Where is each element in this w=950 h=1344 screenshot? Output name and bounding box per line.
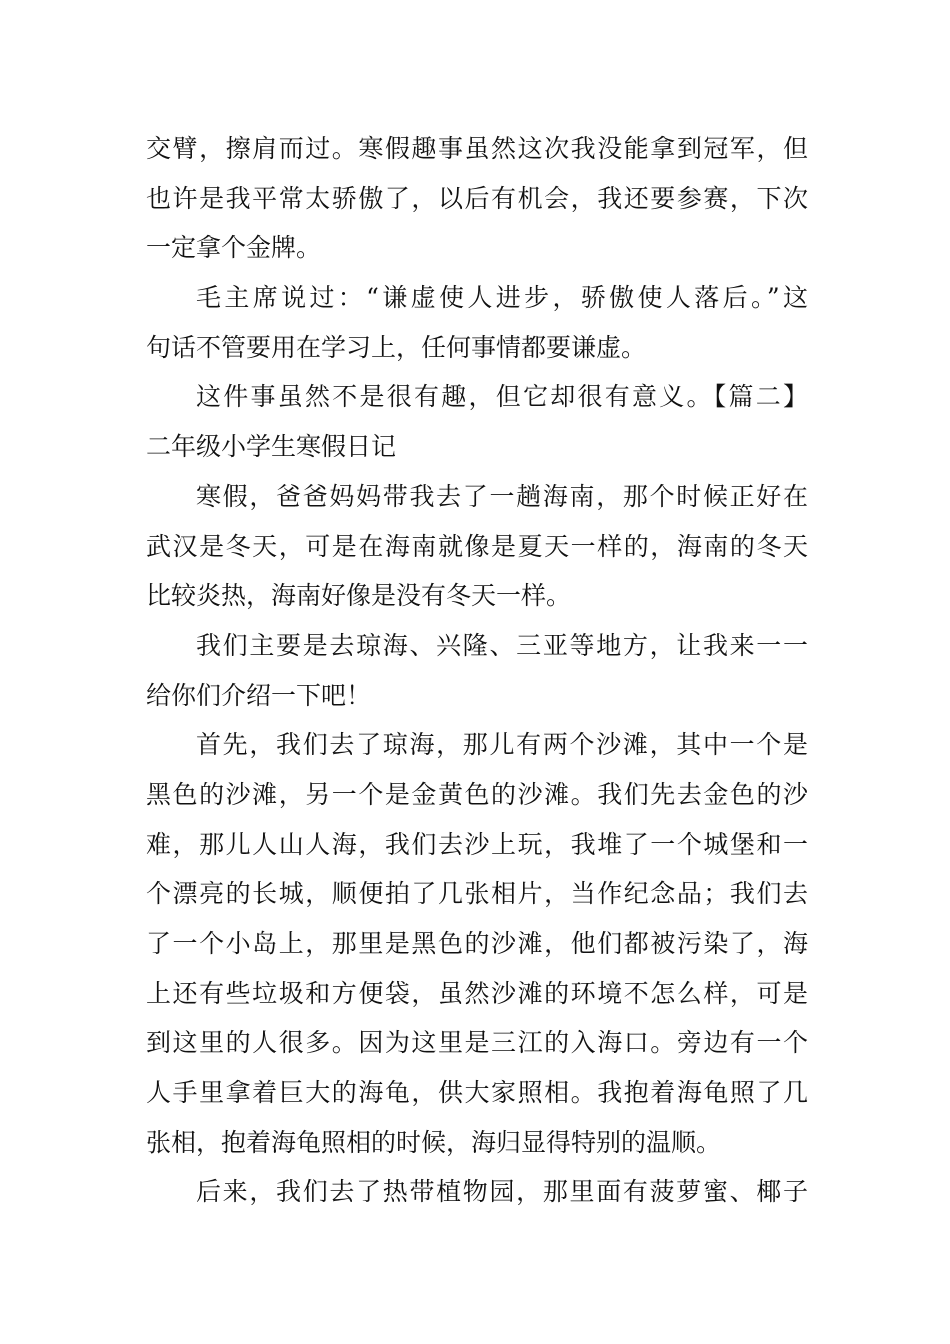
text-line: 人手里拿着巨大的海龟，供大家照相。我抱着海龟照了几 — [146, 1078, 808, 1108]
text-line: 张相，抱着海龟照相的时候，海归显得特别的温顺。 — [146, 1127, 722, 1157]
text-line: 黑色的沙滩，另一个是金黄色的沙滩。我们先去金色的沙 — [146, 779, 808, 809]
text-line: 首先，我们去了琼海，那儿有两个沙滩，其中一个是 — [196, 730, 808, 760]
text-line: 个漂亮的长城，顺便拍了几张相片，当作纪念品；我们去 — [146, 879, 808, 909]
text-line: 难，那儿人山人海，我们去沙上玩，我堆了一个城堡和一 — [146, 829, 808, 859]
text-line: 一定拿个金牌。 — [146, 233, 322, 263]
text-line: 交臂，擦肩而过。寒假趣事虽然这次我没能拿到冠军，但 — [146, 134, 808, 163]
text-line: 了一个小岛上，那里是黑色的沙滩，他们都被污染了，海 — [146, 929, 808, 958]
text-line: 毛主席说过：“谦虚使人进步，骄傲使人落后。”这 — [196, 283, 808, 313]
text-line: 比较炎热，海南好像是没有冬天一样。 — [146, 581, 572, 611]
text-line: 我们主要是去琼海、兴隆、三亚等地方，让我来一一 — [196, 630, 808, 660]
text-line: 寒假，爸爸妈妈带我去了一趟海南，那个时候正好在 — [196, 481, 808, 511]
text-line: 给你们介绍一下吧！ — [146, 680, 372, 710]
text-line: 后来，我们去了热带植物园，那里面有菠萝蜜、椰子 — [196, 1177, 808, 1207]
text-line: 武汉是冬天，可是在海南就像是夏天一样的，海南的冬天 — [146, 531, 808, 561]
text-line: 到这里的人很多。因为这里是三江的入海口。旁边有一个 — [146, 1028, 808, 1058]
text-line: 句话不管要用在学习上，任何事情都要谦虚。 — [146, 332, 647, 362]
text-line: 也许是我平常太骄傲了，以后有机会，我还要参赛，下次 — [146, 183, 808, 213]
document-body — [146, 124, 808, 1217]
text-line: 上还有些垃圾和方便袋，虽然沙滩的环境不怎么样，可是 — [146, 978, 808, 1008]
text-line: 这件事虽然不是很有趣，但它却很有意义。【篇二】 — [196, 382, 808, 412]
text-line: 二年级小学生寒假日记 — [146, 432, 397, 462]
